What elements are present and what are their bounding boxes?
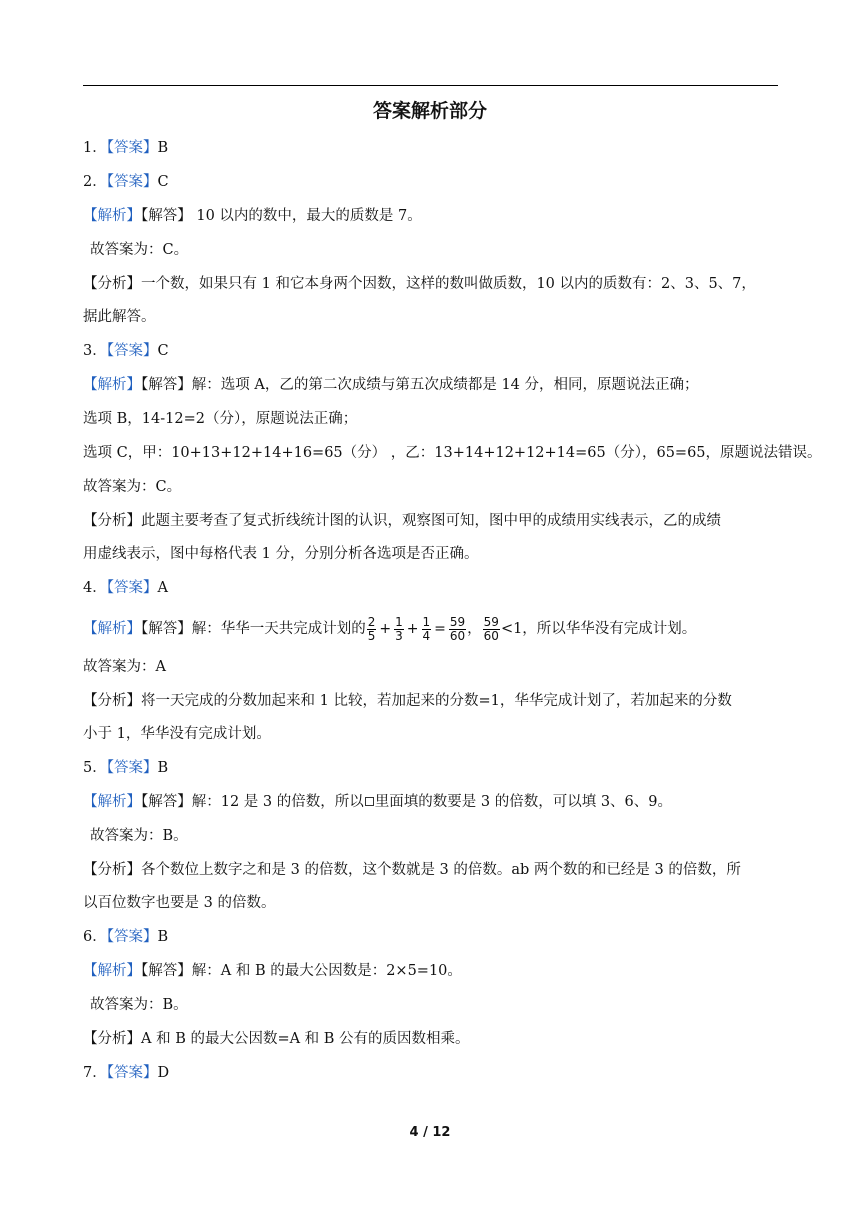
- answer-1: [83, 137, 783, 159]
- analysis-3: [83, 374, 783, 396]
- answer-tag: 【答案】: [106, 140, 158, 156]
- explanation-5-cont: 以百位数字也要是 3 的倍数。: [83, 895, 276, 911]
- fraction-59-60: $\frac{59}{60}$: [449, 614, 466, 643]
- answer-value: A: [157, 580, 168, 596]
- plus-sign: +: [379, 621, 392, 637]
- answer-value: C: [157, 174, 169, 190]
- analysis-text: 【解答】 10 以内的数中，最大的质数是 7。: [141, 208, 422, 224]
- fraction-59-60-b: $\frac{59}{60}$: [483, 614, 499, 643]
- analysis-tag: 【解析】: [83, 377, 141, 393]
- analysis-tag: 【解析】: [83, 794, 141, 810]
- option-c-3: 选项 C，甲：10+13+12+14+16=65（分） ，乙：13+14+12+12+14=65（分），65=65，原题说法错误。: [83, 445, 822, 461]
- explanation-3-cont: 用虚线表示，图中每格代表 1 分，分别分析各选项是否正确。: [83, 546, 479, 562]
- answer-tag: 【答案】: [106, 343, 158, 359]
- analysis-5: [83, 791, 783, 813]
- blank-box-icon: [365, 797, 374, 806]
- question-number: 5．: [83, 760, 107, 776]
- comma: ，: [467, 621, 482, 637]
- analysis-text: 【解答】解：12 是 3 的倍数，所以: [141, 794, 364, 810]
- question-number: 1．: [83, 140, 107, 156]
- fraction-1-4: $\frac{1}{4}$: [422, 614, 431, 643]
- analysis-4: [83, 614, 783, 644]
- analysis-2: [83, 205, 783, 227]
- answer-tag: 【答案】: [106, 760, 158, 776]
- answer-tag: 【答案】: [106, 174, 158, 190]
- header-rule: [83, 85, 778, 86]
- answer-tag: 【答案】: [106, 929, 158, 945]
- conclusion-6: 故答案为：B。: [90, 997, 188, 1013]
- analysis-text-end: 里面填的数要是 3 的倍数，可以填 3、6、9。: [374, 794, 672, 810]
- answer-value: C: [157, 343, 169, 359]
- answer-2: [83, 171, 783, 193]
- conclusion-4: 故答案为：A: [83, 659, 166, 675]
- explanation-3: 【分析】此题主要考查了复式折线统计图的认识，观察图可知，图中甲的成绩用实线表示，乙的成绩: [83, 513, 721, 529]
- answer-6: [83, 926, 783, 948]
- analysis-tag: 【解析】: [83, 621, 141, 637]
- explanation-6: 【分析】A 和 B 的最大公因数=A 和 B 公有的质因数相乘。: [83, 1031, 470, 1047]
- analysis-text: 【解答】解：华华一天共完成计划的: [141, 621, 366, 637]
- explanation-4-cont: 小于 1，华华没有完成计划。: [83, 726, 271, 742]
- answer-4: [83, 577, 783, 599]
- answer-3: [83, 340, 783, 362]
- answer-value: B: [157, 929, 169, 945]
- equals-sign: =: [434, 621, 446, 637]
- analysis-text: 【解答】解：选项 A，乙的第二次成绩与第五次成绩都是 14 分，相同，原题说法正确；: [141, 377, 699, 393]
- analysis-text-end: <1，所以华华没有完成计划。: [500, 621, 697, 637]
- plus-sign: +: [406, 621, 419, 637]
- answer-value: B: [157, 140, 169, 156]
- explanation-4: 【分析】将一天完成的分数加起来和 1 比较，若加起来的分数=1，华华完成计划了，若加起来的分数: [83, 693, 732, 709]
- question-number: 6．: [83, 929, 107, 945]
- conclusion-3: 故答案为：C。: [83, 479, 182, 495]
- analysis-tag: 【解析】: [83, 963, 141, 979]
- page-number: 4 / 12: [409, 1125, 451, 1140]
- option-b-3: 选项 B，14-12=2（分），原题说法正确；: [83, 411, 358, 427]
- fraction-1-3: $\frac{1}{3}$: [395, 614, 403, 643]
- conclusion-2: 故答案为：C。: [90, 242, 189, 258]
- question-number: 2．: [83, 174, 107, 190]
- question-number: 3．: [83, 343, 107, 359]
- analysis-6: [83, 960, 783, 982]
- answer-value: D: [157, 1065, 170, 1081]
- page-title: 答案解析部分: [372, 100, 487, 122]
- question-number: 4．: [83, 580, 107, 596]
- answer-5: [83, 757, 783, 779]
- answer-7: [83, 1062, 783, 1084]
- answer-tag: 【答案】: [106, 1065, 158, 1081]
- answer-tag: 【答案】: [106, 580, 158, 596]
- explanation-2-cont: 据此解答。: [83, 309, 156, 325]
- explanation-2: 【分析】一个数，如果只有 1 和它本身两个因数，这样的数叫做质数，10 以内的质数有：2、3、5、7，: [83, 276, 756, 292]
- analysis-text: 【解答】解：A 和 B 的最大公因数是：2×5=10。: [141, 963, 462, 979]
- analysis-tag: 【解析】: [83, 208, 141, 224]
- explanation-5: 【分析】各个数位上数字之和是 3 的倍数，这个数就是 3 的倍数。ab 两个数的和已经是 3 的倍数，所: [83, 862, 741, 878]
- answer-value: B: [157, 760, 169, 776]
- fraction-2-5: $\frac{2}{5}$: [367, 614, 376, 643]
- question-number: 7．: [83, 1065, 107, 1081]
- conclusion-5: 故答案为：B。: [90, 828, 188, 844]
